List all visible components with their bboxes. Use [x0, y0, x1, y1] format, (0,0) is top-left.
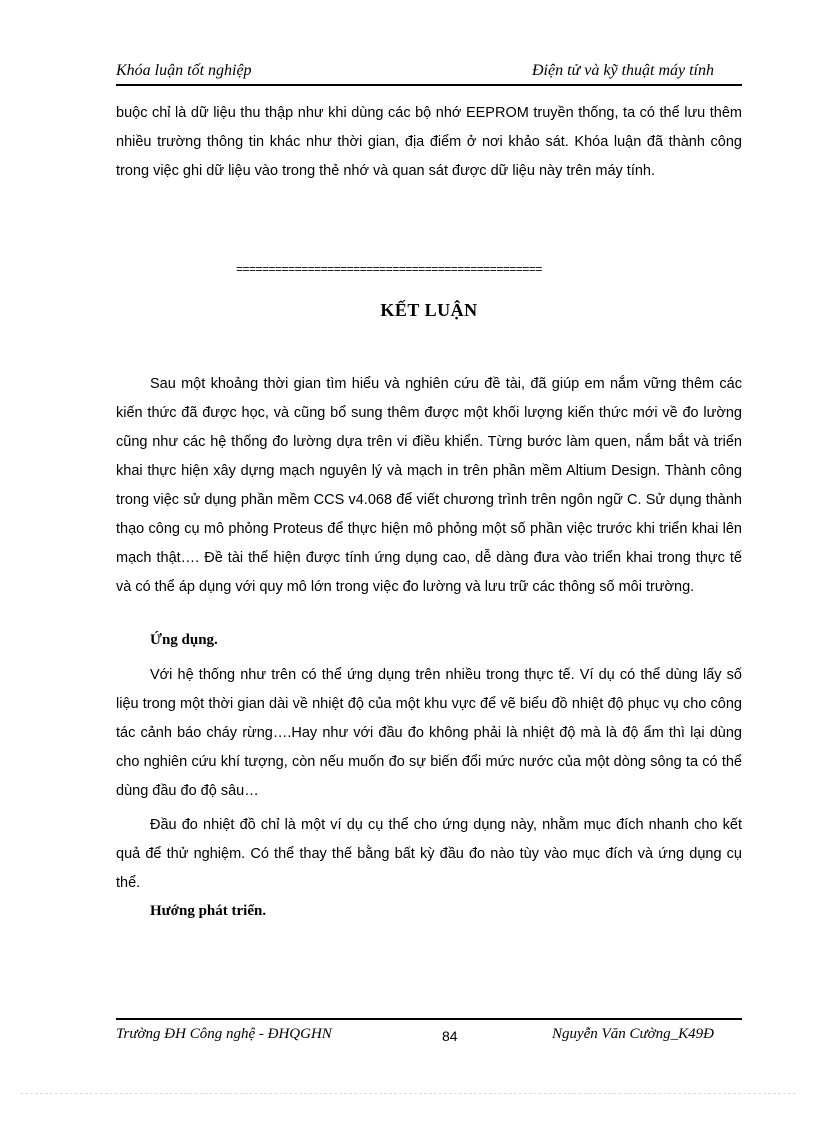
header-department: Điện tử và kỹ thuật máy tính	[531, 62, 714, 79]
probe-paragraph: Đầu đo nhiệt đồ chỉ là một ví dụ cụ thể cho ứng dụng này, nhằm mục đích nhanh cho kết quả để thử nghiệm. Có thể thay thế bằng bất kỳ đầu đo nào tùy vào mục đích và ứng dụng cụ thể.	[116, 817, 742, 891]
conclusion-paragraph: Sau một khoảng thời gian tìm hiểu và nghiên cứu đề tài, đã giúp em nắm vững thêm các kiến thức đã được học, và cũng bổ sung thêm được một khối lượng kiến thức mới về đo lường cũng như các hệ thống đo lường dựa trên vi điều khiển. Từng bước làm quen, nắm bắt và triển khai thực hiện xây dựng mạch nguyên lý và mạch in trên phần mềm Altium Design. Thành công trong việc sử dụng phần mềm CCS v4.068 để viết chương trình trên ngôn ngữ C. Sử dụng thành thạo công cụ mô phỏng Proteus để thực hiện mô phỏng một số phần việc trước khi triển khai lên mạch thật…. Đề tài thể hiện được tính ứng dụng cao, dễ dàng đưa vào triển khai trong thực tế và có thể áp dụng với quy mô lớn trong việc đo lường và lưu trữ các thông số môi trường.	[116, 376, 742, 595]
section-title: KẾT LUẬN	[380, 300, 478, 320]
section-divider: ===============================================	[236, 262, 542, 276]
footer-author: Nguyễn Văn Cường_K49Đ	[551, 1026, 714, 1042]
application-heading: Ứng dụng.	[150, 632, 218, 648]
footer-university: Trường ĐH Công nghệ - ĐHQGHN	[116, 1026, 332, 1042]
application-paragraph: Với hệ thống như trên có thể ứng dụng trên nhiều trong thực tế. Ví dụ có thể dùng lấy số liệu trong một thời gian dài về nhiệt độ của một khu vực để vẽ biểu đồ nhiệt độ phục vụ cho công tác cảnh báo cháy rừng….Hay như với đầu đo không phải là nhiệt độ mà là độ ẩm thì lại dùng cho nghiên cứu khí tượng, còn nếu muốn đo sự biến đổi mức nước của một dòng sông ta có thể dùng đầu đo độ sâu…	[116, 667, 742, 799]
page-number: 84	[442, 1028, 458, 1044]
page-header	[116, 60, 742, 86]
development-heading: Hướng phát triển.	[150, 903, 267, 919]
page-footer	[116, 1018, 742, 1044]
intro-paragraph: buộc chỉ là dữ liệu thu thập như khi dùng các bộ nhớ EEPROM truyền thống, ta có thể lưu thêm nhiều trường thông tin khác như thời gian, địa điểm ở nơi khảo sát. Khóa luận đã thành công trong việc ghi dữ liệu vào trong thẻ nhớ và quan sát được dữ liệu này trên máy tính.	[116, 105, 742, 179]
header-thesis-label: Khóa luận tốt nghiệp	[116, 62, 252, 79]
page-bottom-edge	[20, 1093, 796, 1094]
